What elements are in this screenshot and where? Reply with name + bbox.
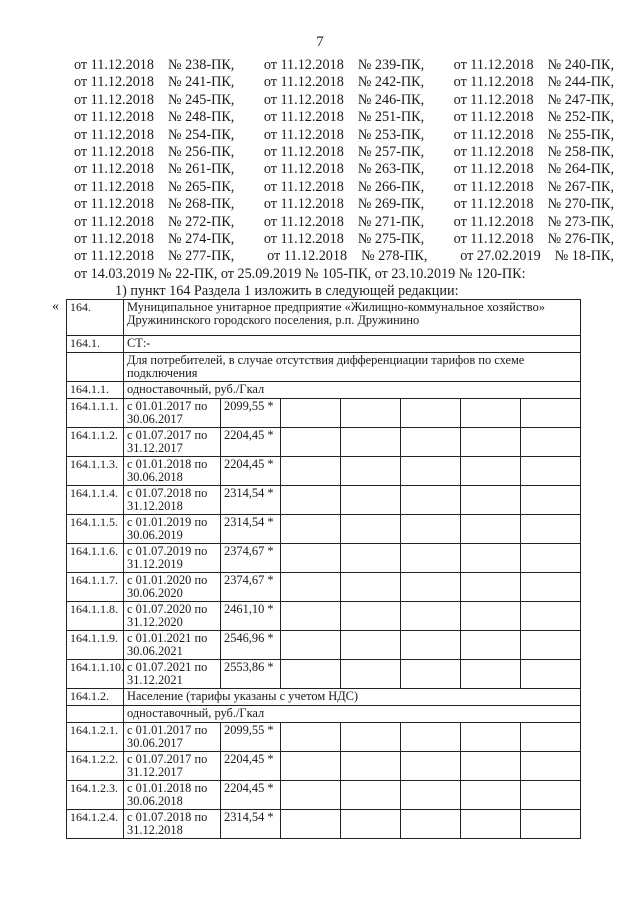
reference-item: от 11.12.2018 bbox=[263, 161, 344, 178]
reference-line bbox=[74, 92, 614, 109]
reference-line bbox=[74, 57, 614, 74]
row-code: 164.1.1.5. bbox=[67, 515, 124, 544]
tariff-value: 2314,54 * bbox=[221, 515, 281, 544]
empty-cell bbox=[521, 781, 581, 810]
empty-cell bbox=[341, 573, 401, 602]
reference-number: № 276-ПК, bbox=[547, 231, 614, 248]
period-cell: с 01.01.2017 по 30.06.2017 bbox=[124, 399, 221, 428]
empty-cell bbox=[341, 660, 401, 689]
reference-pair bbox=[74, 74, 234, 91]
empty-cell bbox=[521, 428, 581, 457]
empty-cell bbox=[401, 457, 461, 486]
row-code: 164.1.2.4. bbox=[67, 810, 124, 839]
row-code: 164.1.1.7. bbox=[67, 573, 124, 602]
reference-line bbox=[74, 127, 614, 144]
empty-cell bbox=[341, 486, 401, 515]
reference-pair bbox=[460, 248, 614, 265]
reference-item: от 11.12.2018 bbox=[263, 74, 344, 91]
reference-line bbox=[74, 74, 614, 91]
reference-pair bbox=[264, 109, 424, 126]
reference-pair bbox=[264, 74, 424, 91]
reference-pair bbox=[454, 92, 614, 109]
reference-item: от 11.12.2018 bbox=[74, 144, 154, 161]
empty-cell bbox=[521, 810, 581, 839]
reference-line bbox=[74, 214, 614, 231]
reference-item: от 11.12.2018 bbox=[453, 109, 534, 126]
row-code: 164. bbox=[67, 300, 124, 336]
tariff-row bbox=[67, 810, 581, 839]
reference-pair bbox=[454, 57, 614, 74]
empty-cell bbox=[341, 544, 401, 573]
empty-cell bbox=[521, 573, 581, 602]
reference-item: от 11.12.2018 bbox=[74, 248, 154, 265]
reference-number: № 246-ПК, bbox=[357, 91, 425, 108]
empty-cell bbox=[281, 810, 341, 839]
reference-pair bbox=[264, 231, 424, 248]
empty-cell bbox=[461, 660, 521, 689]
reference-line bbox=[74, 248, 614, 265]
empty-cell bbox=[521, 515, 581, 544]
reference-number: № 255-ПК, bbox=[547, 126, 614, 143]
empty-cell bbox=[461, 752, 521, 781]
reference-pair bbox=[454, 179, 614, 196]
tariff-row bbox=[67, 544, 581, 573]
reference-item: от 11.12.2018 bbox=[453, 231, 534, 248]
reference-item: от 11.12.2018 bbox=[453, 126, 534, 143]
period-cell: с 01.01.2017 по 30.06.2017 bbox=[124, 723, 221, 752]
reference-number: № 266-ПК, bbox=[357, 178, 425, 195]
empty-cell bbox=[281, 631, 341, 660]
reference-item: от 11.12.2018 bbox=[263, 213, 344, 230]
reference-pair bbox=[454, 231, 614, 248]
row-code: 164.1.1.9. bbox=[67, 631, 124, 660]
reference-number: № 263-ПК, bbox=[357, 161, 425, 178]
reference-item: от 11.12.2018 bbox=[74, 126, 154, 143]
empty-cell bbox=[401, 602, 461, 631]
reference-item: от 27.02.2019 bbox=[460, 248, 541, 265]
empty-cell bbox=[341, 457, 401, 486]
empty-cell bbox=[521, 544, 581, 573]
reference-pair bbox=[74, 179, 234, 196]
empty-cell bbox=[281, 486, 341, 515]
row-code: 164.1.2. bbox=[67, 689, 124, 706]
row-code: 164.1.1.6. bbox=[67, 544, 124, 573]
reference-number: № 240-ПК, bbox=[547, 57, 614, 73]
empty-cell bbox=[401, 399, 461, 428]
empty-cell bbox=[67, 706, 124, 723]
reference-item: от 11.12.2018 bbox=[453, 57, 534, 73]
reference-pair bbox=[454, 161, 614, 178]
group-label: СТ:- bbox=[124, 336, 581, 353]
row-code: 164.1.1. bbox=[67, 382, 124, 399]
reference-pair bbox=[74, 92, 234, 109]
empty-cell bbox=[461, 631, 521, 660]
empty-cell bbox=[401, 660, 461, 689]
empty-cell bbox=[521, 723, 581, 752]
empty-cell bbox=[341, 723, 401, 752]
reference-pair bbox=[74, 57, 234, 74]
tariff-row bbox=[67, 515, 581, 544]
tariff-row bbox=[67, 723, 581, 752]
reference-number: № 272-ПК, bbox=[167, 213, 235, 230]
period-cell: с 01.01.2019 по 30.06.2019 bbox=[124, 515, 221, 544]
empty-cell bbox=[461, 810, 521, 839]
reference-item: от 11.12.2018 bbox=[263, 178, 344, 195]
period-cell: с 01.07.2018 по 31.12.2018 bbox=[124, 810, 221, 839]
amendment-intro: 1) пункт 164 Раздела 1 изложить в следующей редакции: bbox=[115, 283, 459, 299]
reference-item: от 11.12.2018 bbox=[263, 109, 344, 126]
row-code: 164.1.1.8. bbox=[67, 602, 124, 631]
reference-pair bbox=[74, 214, 234, 231]
reference-pair bbox=[264, 161, 424, 178]
empty-cell bbox=[341, 428, 401, 457]
reference-item: от 11.12.2018 bbox=[74, 91, 154, 108]
subgroup-row bbox=[67, 382, 581, 399]
empty-cell bbox=[461, 515, 521, 544]
reference-number: № 241-ПК, bbox=[167, 74, 235, 91]
row-code: 164.1.2.2. bbox=[67, 752, 124, 781]
empty-cell bbox=[341, 602, 401, 631]
reference-number: № 270-ПК, bbox=[547, 196, 614, 213]
reference-pair bbox=[264, 144, 424, 161]
reference-number: № 253-ПК, bbox=[357, 126, 425, 143]
empty-cell bbox=[461, 428, 521, 457]
reference-number: № 256-ПК, bbox=[167, 144, 235, 161]
reference-number: № 18-ПК, bbox=[554, 248, 614, 265]
reference-item: от 11.12.2018 bbox=[74, 178, 154, 195]
group-row bbox=[67, 689, 581, 706]
empty-cell bbox=[341, 781, 401, 810]
empty-cell bbox=[401, 486, 461, 515]
tariff-table bbox=[66, 299, 581, 839]
row-code: 164.1.2.1. bbox=[67, 723, 124, 752]
reference-number: № 238-ПК, bbox=[167, 57, 235, 73]
reference-pair bbox=[74, 231, 234, 248]
reference-number: № 267-ПК, bbox=[547, 178, 614, 195]
reference-pair bbox=[264, 57, 424, 74]
reference-number: № 247-ПК, bbox=[547, 91, 614, 108]
empty-cell bbox=[461, 486, 521, 515]
period-cell: с 01.07.2018 по 31.12.2018 bbox=[124, 486, 221, 515]
reference-number: № 274-ПК, bbox=[167, 231, 235, 248]
subgroup-label: одноставочный, руб./Гкал bbox=[124, 706, 581, 723]
reference-line bbox=[74, 144, 614, 161]
reference-number: № 265-ПК, bbox=[167, 178, 235, 195]
reference-line bbox=[74, 109, 614, 126]
tariff-value: 2204,45 * bbox=[221, 428, 281, 457]
reference-number: № 273-ПК, bbox=[547, 213, 614, 230]
group-label: Население (тарифы указаны с учетом НДС) bbox=[124, 689, 581, 706]
empty-cell bbox=[401, 573, 461, 602]
tariff-row bbox=[67, 631, 581, 660]
reference-pair bbox=[454, 127, 614, 144]
period-cell: с 01.07.2017 по 31.12.2017 bbox=[124, 428, 221, 457]
reference-number: № 261-ПК, bbox=[167, 161, 235, 178]
tariff-row bbox=[67, 781, 581, 810]
reference-pair bbox=[74, 127, 234, 144]
empty-cell bbox=[281, 752, 341, 781]
tariff-value: 2204,45 * bbox=[221, 752, 281, 781]
empty-cell bbox=[401, 752, 461, 781]
reference-pair bbox=[267, 248, 427, 265]
reference-pair bbox=[454, 214, 614, 231]
empty-cell bbox=[461, 544, 521, 573]
tariff-row bbox=[67, 602, 581, 631]
empty-cell bbox=[341, 399, 401, 428]
row-code: 164.1.1.3. bbox=[67, 457, 124, 486]
reference-item: от 11.12.2018 bbox=[453, 74, 534, 91]
reference-number: № 258-ПК, bbox=[547, 144, 614, 161]
reference-pair bbox=[264, 196, 424, 213]
reference-line bbox=[74, 196, 614, 213]
reference-item: от 11.12.2018 bbox=[453, 91, 534, 108]
tariff-value: 2546,96 * bbox=[221, 631, 281, 660]
reference-number: № 244-ПК, bbox=[547, 74, 614, 91]
empty-cell bbox=[281, 544, 341, 573]
empty-cell bbox=[341, 631, 401, 660]
empty-cell bbox=[521, 631, 581, 660]
reference-pair bbox=[74, 248, 234, 265]
reference-pair bbox=[264, 127, 424, 144]
empty-cell bbox=[521, 399, 581, 428]
row-code: 164.1. bbox=[67, 336, 124, 353]
reference-item: от 11.12.2018 bbox=[74, 196, 154, 213]
reference-pair bbox=[454, 74, 614, 91]
empty-cell bbox=[67, 353, 124, 382]
reference-item: от 11.12.2018 bbox=[74, 74, 154, 91]
reference-number: № 239-ПК, bbox=[357, 57, 425, 73]
references-tail: от 14.03.2019 № 22-ПК, от 25.09.2019 № 105-ПК, от 23.10.2019 № 120-ПК: bbox=[74, 265, 526, 282]
reference-item: от 11.12.2018 bbox=[453, 178, 534, 195]
reference-number: № 271-ПК, bbox=[357, 213, 425, 230]
reference-pair bbox=[264, 92, 424, 109]
empty-cell bbox=[401, 810, 461, 839]
subgroup-row bbox=[67, 706, 581, 723]
reference-number: № 278-ПК, bbox=[361, 248, 428, 265]
tariff-value: 2314,54 * bbox=[221, 486, 281, 515]
reference-item: от 11.12.2018 bbox=[74, 161, 154, 178]
reference-pair bbox=[264, 214, 424, 231]
reference-pair bbox=[74, 161, 234, 178]
reference-pair bbox=[454, 196, 614, 213]
reference-number: № 252-ПК, bbox=[547, 109, 614, 126]
reference-number: № 254-ПК, bbox=[167, 126, 235, 143]
reference-number: № 277-ПК, bbox=[167, 248, 235, 265]
reference-item: от 11.12.2018 bbox=[74, 231, 154, 248]
empty-cell bbox=[461, 602, 521, 631]
group-note: Для потребителей, в случае отсутствия дифференциации тарифов по схеме подключения bbox=[124, 353, 581, 382]
reference-item: от 11.12.2018 bbox=[263, 196, 344, 213]
reference-pair bbox=[74, 144, 234, 161]
empty-cell bbox=[461, 573, 521, 602]
reference-number: № 264-ПК, bbox=[547, 161, 614, 178]
tariff-value: 2553,86 * bbox=[221, 660, 281, 689]
tariff-value: 2314,54 * bbox=[221, 810, 281, 839]
row-code: 164.1.2.3. bbox=[67, 781, 124, 810]
tariff-value: 2204,45 * bbox=[221, 457, 281, 486]
tariff-value: 2374,67 * bbox=[221, 544, 281, 573]
empty-cell bbox=[401, 428, 461, 457]
reference-line bbox=[74, 161, 614, 178]
empty-cell bbox=[281, 399, 341, 428]
group-row bbox=[67, 336, 581, 353]
tariff-value: 2204,45 * bbox=[221, 781, 281, 810]
resolution-references bbox=[74, 57, 614, 283]
empty-cell bbox=[341, 810, 401, 839]
empty-cell bbox=[281, 781, 341, 810]
reference-item: от 11.12.2018 bbox=[453, 196, 534, 213]
tariff-value: 2099,55 * bbox=[221, 399, 281, 428]
reference-number: № 257-ПК, bbox=[357, 144, 425, 161]
empty-cell bbox=[281, 573, 341, 602]
empty-cell bbox=[521, 660, 581, 689]
empty-cell bbox=[341, 752, 401, 781]
reference-number: № 245-ПК, bbox=[167, 91, 235, 108]
empty-cell bbox=[281, 428, 341, 457]
tariff-row bbox=[67, 660, 581, 689]
period-cell: с 01.01.2018 по 30.06.2018 bbox=[124, 457, 221, 486]
period-cell: с 01.07.2017 по 31.12.2017 bbox=[124, 752, 221, 781]
row-code: 164.1.1.4. bbox=[67, 486, 124, 515]
period-cell: с 01.01.2021 по 30.06.2021 bbox=[124, 631, 221, 660]
tariff-value: 2374,67 * bbox=[221, 573, 281, 602]
reference-item: от 11.12.2018 bbox=[74, 213, 154, 230]
reference-item: от 11.12.2018 bbox=[453, 213, 534, 230]
empty-cell bbox=[461, 457, 521, 486]
empty-cell bbox=[401, 515, 461, 544]
reference-number: № 251-ПК, bbox=[357, 109, 425, 126]
tariff-row bbox=[67, 428, 581, 457]
tariff-value: 2099,55 * bbox=[221, 723, 281, 752]
empty-cell bbox=[281, 457, 341, 486]
reference-item: от 11.12.2018 bbox=[267, 248, 348, 265]
reference-pair bbox=[74, 109, 234, 126]
reference-item: от 11.12.2018 bbox=[453, 161, 534, 178]
reference-item: от 11.12.2018 bbox=[263, 91, 344, 108]
empty-cell bbox=[281, 723, 341, 752]
reference-pair bbox=[454, 144, 614, 161]
reference-item: от 11.12.2018 bbox=[263, 231, 344, 248]
empty-cell bbox=[401, 631, 461, 660]
empty-cell bbox=[461, 781, 521, 810]
period-cell: с 01.07.2020 по 31.12.2020 bbox=[124, 602, 221, 631]
reference-number: № 275-ПК, bbox=[357, 231, 425, 248]
group-note-row bbox=[67, 353, 581, 382]
subgroup-label: одноставочный, руб./Гкал bbox=[124, 382, 581, 399]
empty-cell bbox=[281, 515, 341, 544]
tariff-row bbox=[67, 573, 581, 602]
tariff-row bbox=[67, 399, 581, 428]
empty-cell bbox=[521, 602, 581, 631]
row-code: 164.1.1.2. bbox=[67, 428, 124, 457]
period-cell: с 01.01.2018 по 30.06.2018 bbox=[124, 781, 221, 810]
reference-pair bbox=[74, 196, 234, 213]
empty-cell bbox=[401, 544, 461, 573]
period-cell: с 01.07.2021 по 31.12.2021 bbox=[124, 660, 221, 689]
empty-cell bbox=[521, 486, 581, 515]
empty-cell bbox=[401, 781, 461, 810]
tariff-row bbox=[67, 486, 581, 515]
empty-cell bbox=[281, 660, 341, 689]
org-row bbox=[67, 300, 581, 336]
reference-number: № 269-ПК, bbox=[357, 196, 425, 213]
reference-item: от 11.12.2018 bbox=[263, 144, 344, 161]
reference-pair bbox=[264, 179, 424, 196]
page-number: 7 bbox=[316, 34, 324, 50]
open-quote: « bbox=[52, 299, 59, 314]
empty-cell bbox=[281, 602, 341, 631]
reference-number: № 248-ПК, bbox=[167, 109, 235, 126]
reference-item: от 11.12.2018 bbox=[453, 144, 534, 161]
reference-item: от 11.12.2018 bbox=[74, 109, 154, 126]
empty-cell bbox=[341, 515, 401, 544]
row-code: 164.1.1.10. bbox=[67, 660, 124, 689]
reference-line bbox=[74, 231, 614, 248]
reference-number: № 242-ПК, bbox=[357, 74, 425, 91]
org-name: Муниципальное унитарное предприятие «Жилищно-коммунальное хозяйство» Дружининского городского поселения, р.п. Дружинино bbox=[124, 300, 581, 336]
reference-item: от 11.12.2018 bbox=[263, 126, 344, 143]
empty-cell bbox=[401, 723, 461, 752]
empty-cell bbox=[521, 457, 581, 486]
tariff-row bbox=[67, 752, 581, 781]
row-code: 164.1.1.1. bbox=[67, 399, 124, 428]
tariff-value: 2461,10 * bbox=[221, 602, 281, 631]
reference-number: № 268-ПК, bbox=[167, 196, 235, 213]
empty-cell bbox=[461, 399, 521, 428]
period-cell: с 01.01.2020 по 30.06.2020 bbox=[124, 573, 221, 602]
reference-line bbox=[74, 179, 614, 196]
tariff-row bbox=[67, 457, 581, 486]
reference-item: от 11.12.2018 bbox=[74, 57, 154, 73]
reference-pair bbox=[454, 109, 614, 126]
reference-item: от 11.12.2018 bbox=[263, 57, 344, 73]
empty-cell bbox=[461, 723, 521, 752]
period-cell: с 01.07.2019 по 31.12.2019 bbox=[124, 544, 221, 573]
empty-cell bbox=[521, 752, 581, 781]
